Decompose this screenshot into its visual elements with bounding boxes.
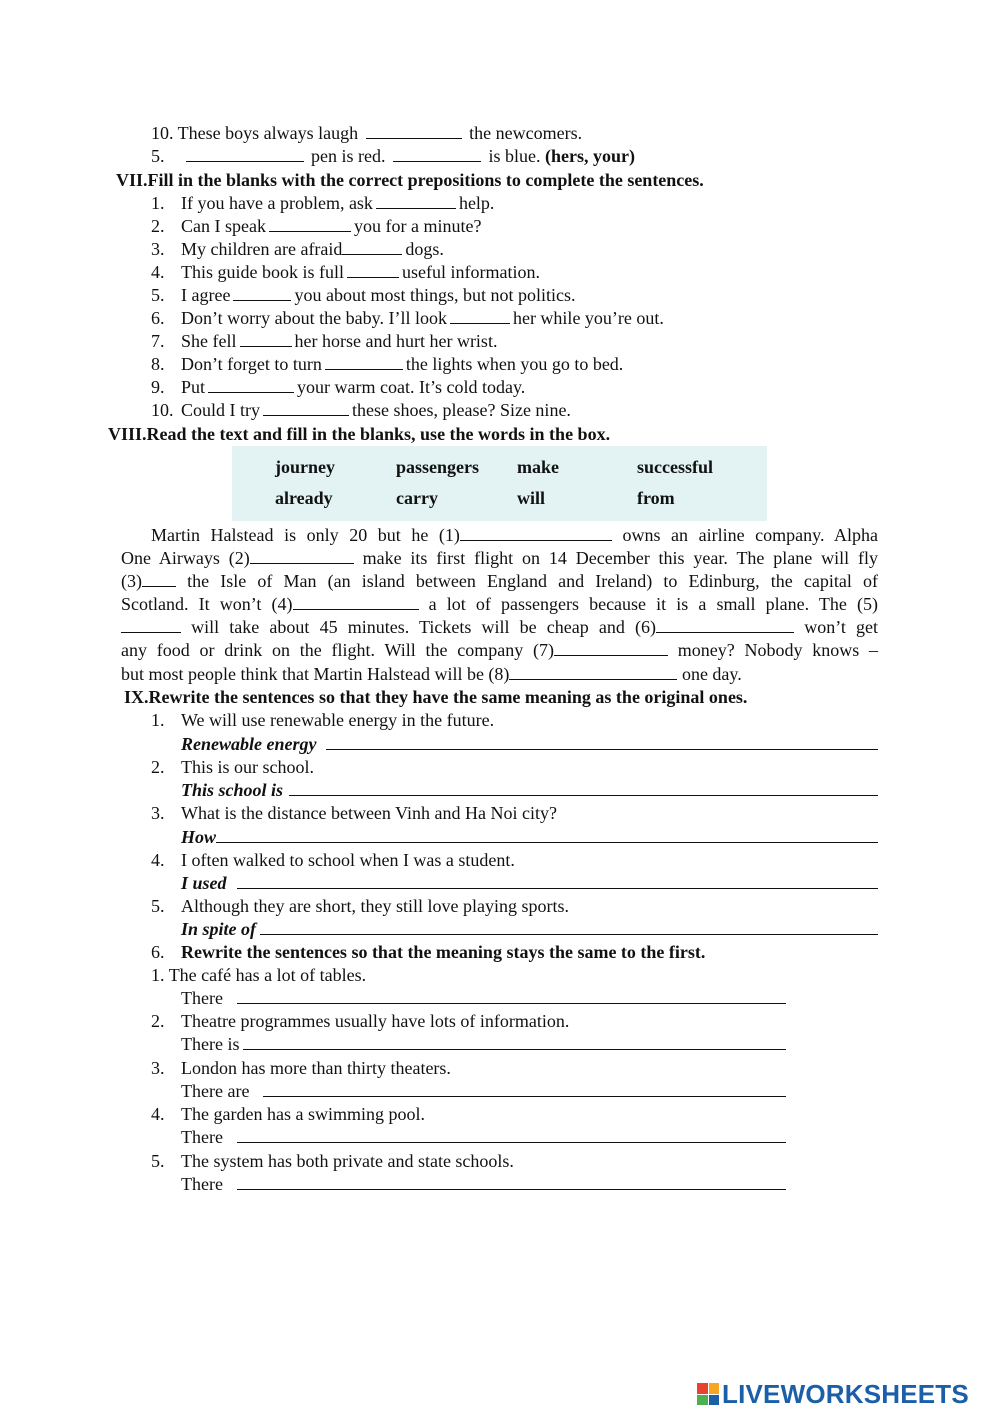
question-text: pen is red. bbox=[311, 146, 386, 166]
question-text: I often walked to school when I was a student. bbox=[181, 850, 515, 870]
section-9-answer-4 bbox=[181, 872, 878, 895]
rewrite-prompt: There bbox=[181, 988, 223, 1008]
question-text: Theatre programmes usually have lots of information. bbox=[181, 1011, 570, 1031]
word-box-item: journey bbox=[275, 457, 335, 477]
answer-blank[interactable] bbox=[450, 307, 510, 324]
reading-text: Martin Halstead is only 20 but he (1) bbox=[151, 525, 460, 545]
question-number: 8. bbox=[151, 354, 165, 374]
question-text: her while you’re out. bbox=[512, 308, 664, 328]
section-6-answer-2 bbox=[181, 1033, 786, 1056]
section-7-item-3 bbox=[151, 238, 444, 261]
question-text: The garden has a swimming pool. bbox=[181, 1104, 425, 1124]
question-number: 6. bbox=[151, 942, 165, 962]
answer-blank[interactable] bbox=[233, 284, 291, 301]
question-text: dogs. bbox=[405, 239, 444, 259]
reading-text: the Isle of Man (an island between England and Ireland) to Edinburg, the capital of bbox=[187, 571, 878, 591]
question-number: 5. bbox=[151, 285, 165, 305]
section-9-item-1 bbox=[151, 709, 494, 732]
reading-text: Scotland. It won’t (4) bbox=[121, 594, 293, 614]
question-text: Could I try bbox=[181, 400, 260, 420]
answer-blank-8[interactable] bbox=[509, 663, 677, 680]
answer-line[interactable] bbox=[237, 1173, 786, 1190]
section-9-item-4 bbox=[151, 849, 515, 872]
answer-line[interactable] bbox=[216, 826, 878, 843]
section-8-title: VIII.Read the text and fill in the blanks, use the words in the box. bbox=[108, 424, 611, 444]
question-text: these shoes, please? Size nine. bbox=[352, 400, 571, 420]
section-7-item-1 bbox=[151, 192, 494, 215]
question-number: 7. bbox=[151, 331, 165, 351]
reading-text: will take about 45 minutes. Tickets will be cheap and (6) bbox=[191, 617, 657, 637]
question-number: 10. bbox=[151, 400, 174, 420]
question-text: Can I speak bbox=[181, 216, 266, 236]
section-7-item-6 bbox=[151, 307, 664, 330]
question-number: 5. bbox=[151, 146, 165, 166]
reading-text: won’t get bbox=[804, 617, 879, 637]
question-number: 5. bbox=[151, 1151, 165, 1171]
reading-text: money? Nobody knows – bbox=[677, 640, 878, 660]
question-number: 5. bbox=[151, 896, 165, 916]
reading-text: make its first flight on 14 December this year. The plane will fly bbox=[362, 548, 878, 568]
answer-line[interactable] bbox=[237, 872, 878, 889]
section-6-item-3 bbox=[151, 1057, 451, 1080]
rewrite-prompt: This school is bbox=[181, 780, 284, 800]
word-box-item: successful bbox=[637, 457, 713, 477]
answer-blank-7[interactable] bbox=[554, 639, 668, 656]
word-box-item: already bbox=[275, 488, 333, 508]
question-number: 3. bbox=[151, 1058, 165, 1078]
answer-blank[interactable] bbox=[208, 376, 294, 393]
reading-line-2 bbox=[121, 547, 878, 570]
section-6-item-5 bbox=[151, 1150, 514, 1173]
answer-blank[interactable] bbox=[376, 192, 456, 209]
question-text: you about most things, but not politics. bbox=[294, 285, 576, 305]
word-box-item: will bbox=[517, 488, 546, 508]
question-text: The system has both private and state schools. bbox=[181, 1151, 514, 1171]
question-number: 2. bbox=[151, 216, 165, 236]
reading-line-5 bbox=[121, 616, 878, 639]
answer-blank-6[interactable] bbox=[656, 616, 794, 633]
section-6-answer-3 bbox=[181, 1080, 786, 1103]
section-9-item-3 bbox=[151, 802, 557, 825]
question-number: 2. bbox=[151, 757, 165, 777]
question-text: is blue. bbox=[488, 146, 541, 166]
rewrite-prompt: There are bbox=[181, 1081, 250, 1101]
question-number: 2. bbox=[151, 1011, 165, 1031]
top-question-5 bbox=[151, 145, 635, 168]
question-number: 1. bbox=[151, 965, 165, 985]
answer-blank-3[interactable] bbox=[142, 570, 176, 587]
rewrite-prompt: In spite of bbox=[181, 919, 257, 939]
reading-text: (3) bbox=[121, 571, 142, 591]
question-number: 1. bbox=[151, 710, 165, 730]
section-9-answer-1 bbox=[181, 733, 878, 756]
answer-blank[interactable] bbox=[325, 353, 403, 370]
question-text: Don’t forget to turn bbox=[181, 354, 322, 374]
question-number: 3. bbox=[151, 803, 165, 823]
rewrite-prompt: There bbox=[181, 1127, 223, 1147]
answer-blank-4[interactable] bbox=[293, 593, 419, 610]
reading-line-7 bbox=[121, 663, 742, 686]
word-box-item: carry bbox=[396, 488, 438, 508]
answer-blank[interactable] bbox=[240, 330, 292, 347]
rewrite-prompt: How bbox=[181, 827, 217, 847]
section-7-item-10 bbox=[151, 399, 571, 422]
answer-line[interactable] bbox=[326, 733, 878, 750]
section-9-answer-2 bbox=[181, 779, 878, 802]
section-7-item-7 bbox=[151, 330, 497, 353]
question-text: This is our school. bbox=[181, 757, 314, 777]
section-9-item-2 bbox=[151, 756, 314, 779]
question-text: My children are afraid bbox=[181, 239, 343, 259]
liveworksheets-logo-icon bbox=[697, 1383, 719, 1405]
section-9-item-5 bbox=[151, 895, 569, 918]
section-title-text: Rewrite the sentences so that the meaning stays the same to the first. bbox=[181, 942, 706, 962]
section-6-item-2 bbox=[151, 1010, 569, 1033]
question-number: 4. bbox=[151, 850, 165, 870]
answer-line[interactable] bbox=[243, 1033, 786, 1050]
question-number: 1. bbox=[151, 193, 165, 213]
word-box-item: passengers bbox=[396, 457, 480, 477]
answer-blank[interactable] bbox=[186, 145, 304, 162]
question-text: The café has a lot of tables. bbox=[168, 965, 367, 985]
answer-blank-1[interactable] bbox=[460, 524, 612, 541]
question-text: We will use renewable energy in the future. bbox=[181, 710, 495, 730]
question-text: her horse and hurt her wrist. bbox=[294, 331, 498, 351]
liveworksheets-logo[interactable] bbox=[697, 1380, 969, 1408]
answer-blank-2[interactable] bbox=[250, 547, 354, 564]
answer-blank[interactable] bbox=[393, 145, 481, 162]
question-number: 3. bbox=[151, 239, 165, 259]
question-text: you for a minute? bbox=[353, 216, 482, 236]
answer-line[interactable] bbox=[263, 1080, 786, 1097]
answer-line[interactable] bbox=[237, 987, 786, 1004]
section-6-title bbox=[151, 941, 705, 964]
top-question-10 bbox=[151, 122, 582, 145]
logo-text: LIVEWORKSHEETS bbox=[722, 1378, 969, 1409]
word-box-item: make bbox=[517, 457, 559, 477]
word-hint: (hers, your) bbox=[544, 146, 635, 166]
answer-blank[interactable] bbox=[342, 238, 402, 255]
section-9-answer-5 bbox=[181, 918, 878, 941]
question-text: Although they are short, they still love playing sports. bbox=[181, 896, 569, 916]
question-text: 10. These boys always laugh bbox=[151, 123, 359, 143]
section-7-item-9 bbox=[151, 376, 525, 399]
answer-line[interactable] bbox=[260, 918, 878, 935]
question-text: the newcomers. bbox=[469, 123, 583, 143]
section-9-answer-3 bbox=[181, 826, 878, 849]
rewrite-prompt: Renewable energy bbox=[181, 734, 317, 754]
question-text: London has more than thirty theaters. bbox=[181, 1058, 451, 1078]
question-text: your warm coat. It’s cold today. bbox=[297, 377, 526, 397]
question-text: help. bbox=[458, 193, 495, 213]
answer-blank[interactable] bbox=[263, 399, 349, 416]
section-6-item-1 bbox=[151, 964, 366, 987]
question-text: I agree bbox=[181, 285, 231, 305]
section-7-item-4 bbox=[151, 261, 540, 284]
answer-line[interactable] bbox=[289, 779, 878, 796]
section-9-title: IX.Rewrite the sentences so that they have the same meaning as the original ones. bbox=[124, 687, 748, 707]
answer-blank-5[interactable] bbox=[121, 616, 181, 633]
word-box-item: from bbox=[637, 488, 675, 508]
question-text: If you have a problem, ask bbox=[181, 193, 373, 213]
question-text: What is the distance between Vinh and Ha Noi city? bbox=[181, 803, 557, 823]
section-7-item-2 bbox=[151, 215, 481, 238]
reading-text: but most people think that Martin Halstead will be (8) bbox=[121, 664, 510, 684]
answer-blank[interactable] bbox=[347, 261, 399, 278]
section-6-answer-1 bbox=[181, 987, 786, 1010]
question-number: 9. bbox=[151, 377, 165, 397]
reading-text: a lot of passengers because it is a small plane. The (5) bbox=[428, 594, 879, 614]
question-number: 6. bbox=[151, 308, 165, 328]
section-7-item-8 bbox=[151, 353, 623, 376]
reading-text: one day. bbox=[681, 664, 742, 684]
section-7-title: VII.Fill in the blanks with the correct prepositions to complete the sentences. bbox=[116, 170, 704, 190]
section-6-item-4 bbox=[151, 1103, 425, 1126]
answer-blank[interactable] bbox=[269, 215, 351, 232]
reading-text: One Airways (2) bbox=[121, 548, 250, 568]
rewrite-prompt: There bbox=[181, 1174, 223, 1194]
reading-line-6 bbox=[121, 639, 878, 662]
question-text: useful information. bbox=[402, 262, 540, 282]
reading-text: owns an airline company. Alpha bbox=[622, 525, 879, 545]
word-box bbox=[232, 446, 767, 521]
question-text: Put bbox=[181, 377, 206, 397]
reading-text: any food or drink on the flight. Will the company (7) bbox=[121, 640, 554, 660]
reading-line-1 bbox=[121, 524, 878, 547]
section-6-answer-5 bbox=[181, 1173, 786, 1196]
question-text: She fell bbox=[181, 331, 237, 351]
question-number: 4. bbox=[151, 262, 165, 282]
section-7-item-5 bbox=[151, 284, 575, 307]
answer-line[interactable] bbox=[237, 1126, 786, 1143]
reading-line-3 bbox=[121, 570, 878, 593]
question-text: the lights when you go to bed. bbox=[405, 354, 624, 374]
answer-blank[interactable] bbox=[366, 122, 462, 139]
question-text: This guide book is full bbox=[181, 262, 344, 282]
reading-line-4 bbox=[121, 593, 878, 616]
question-text: Don’t worry about the baby. I’ll look bbox=[181, 308, 447, 328]
question-number: 4. bbox=[151, 1104, 165, 1124]
rewrite-prompt: There is bbox=[181, 1034, 240, 1054]
rewrite-prompt: I used bbox=[181, 873, 227, 893]
section-6-answer-4 bbox=[181, 1126, 786, 1149]
